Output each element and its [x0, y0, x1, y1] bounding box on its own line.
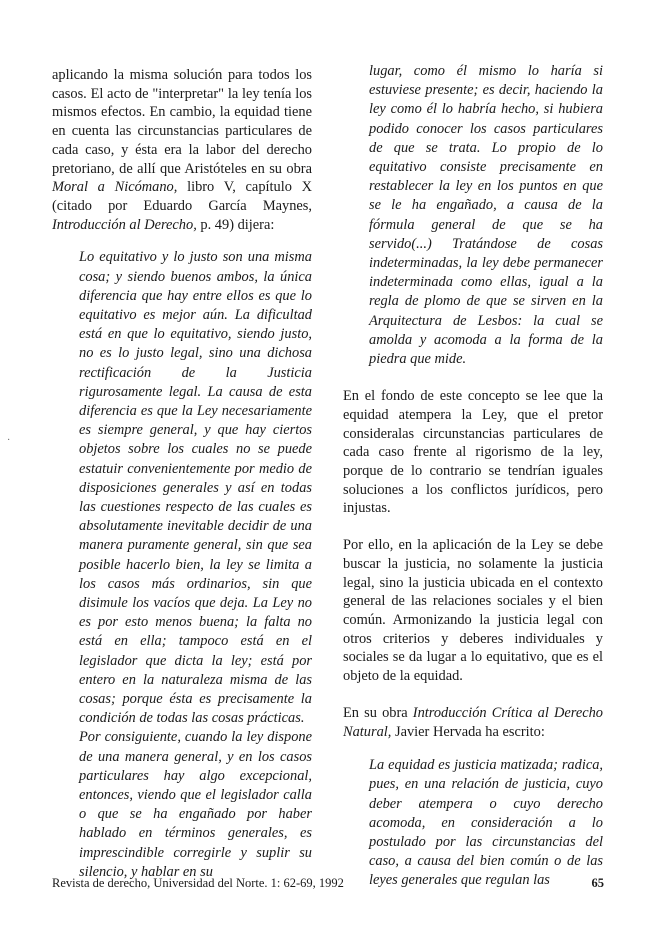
work-title: Moral a Nicómano, [52, 179, 178, 196]
aristotle-quote-part-2: Por consiguiente, cuando la ley dispone de una manera general, y en los casos particulares hay algo excepcional, entonces, viendo que el legislador calla o que se ha engañado por haber hablado en términos generales, es imprescindible corregirle y suplir su silencio, y hablar en su [79, 729, 312, 880]
page-number: 65 [591, 876, 604, 890]
aristotle-quote [79, 248, 312, 882]
aristotle-quote-part-1: Lo equitativo y lo justo son una misma cosa; y siendo buenos ambos, la única diferencia que hay entre ellos es que lo equitativo es mejor aún. La dificultad está en que lo equitativo, siendo justo, no es lo justo legal, sino una dichosa rectificación de la Justicia rigurosamente legal. La causa de esta diferencia es que la Ley necesariamente es siempre general, y que hay ciertos objetos sobre los cuales no se puede estatuir convenientemente por medio de disposiciones generales y así en todas las cuestiones respecto de las cuales es absolutamente inevitable decidir de una manera puramente general, sin que sea posible hacerlo bien, la ley se limita a los casos más ordinarios, sin que disimule los vacíos que deja. La Ley no es por esto menos buena; la falta no está en ella; tampoco está en el legislador que dicta la ley; está por entero en la naturaleza misma de las cosas; porque ésta es precisamente la condición de todas las cosas prácticas. [79, 249, 312, 727]
hervada-quote: La equidad es justicia matizada; radica, pues, en una relación de justicia, cuyo deber atempera o cuyo derecho acomoda, en consideración a lo postulado por las circunstancias del caso, a causa del bien común o de las leyes generales que regulan las [369, 757, 603, 889]
equity-concept-paragraph: En el fondo de este concepto se lee que la equidad atempera la Ley, que el pretor consideralas circunstancias particulares de cada caso frente al rigorismo de la ley, porque de lo contrario se tendrían iguales soluciones a los conflictos jurídicos, pero injustas. [343, 388, 603, 517]
intro-middle-text: libro V, capítulo X (citado por Eduardo García Maynes, [52, 179, 312, 214]
hervada-book-title: Introducción Crítica al Derecho Natural, [343, 704, 603, 740]
intro-text: aplicando la misma solución para todos los casos. El acto de "interpretar" la ley tenía los mismos efectos. En cambio, la equidad tiene en cuenta las circunstancias particulares de cada caso, y ésta era la labor del derecho pretoriano, de allí que Aristóteles en su obra [52, 67, 312, 177]
justice-application-paragraph: Por ello, en la aplicación de la Ley se debe buscar la justicia, no solamente la justicia legal, sino la justicia ubicada en el contexto general de las relaciones sociales y el bien común. Armonizando la justicia legal con otros criterios y deberes individuales y sociales se da lugar a lo equitativo, que es el objeto de la equidad. [343, 537, 603, 685]
aristotle-quote-continued: lugar, como él mismo lo haría si estuviese presente; es decir, haciendo la ley como él lo habría hecho, si hubiera podido conocer los casos particulares de que se trata. Lo propio de lo equitativo consiste precisamente en restablecer la ley en los puntos en que se le ha engañado, a causa de la fórmula general de que se ha servido(...) Tratándose de cosas indeterminadas, la ley debe permanecer indeterminada como ellas, igual a la regla de plomo de que se sirven en la Arquitectura de Lesbos: la cual se amolda y acomoda a la forma de la piedra que mide. [369, 63, 603, 368]
book-title: Introducción al Derecho, [52, 216, 197, 233]
hervada-intro-end: Javier Hervada ha escrito: [391, 723, 545, 740]
right-column [343, 62, 603, 891]
hervada-intro-paragraph [343, 704, 603, 741]
margin-mark: · [7, 435, 11, 446]
intro-end-text: p. 49) dijera: [196, 216, 275, 233]
left-column [52, 66, 312, 882]
intro-paragraph [52, 66, 312, 234]
journal-citation: Revista de derecho, Universidad del Norte. 1: 62-69, 1992 [52, 876, 344, 890]
hervada-intro-text: En su obra [343, 704, 413, 721]
